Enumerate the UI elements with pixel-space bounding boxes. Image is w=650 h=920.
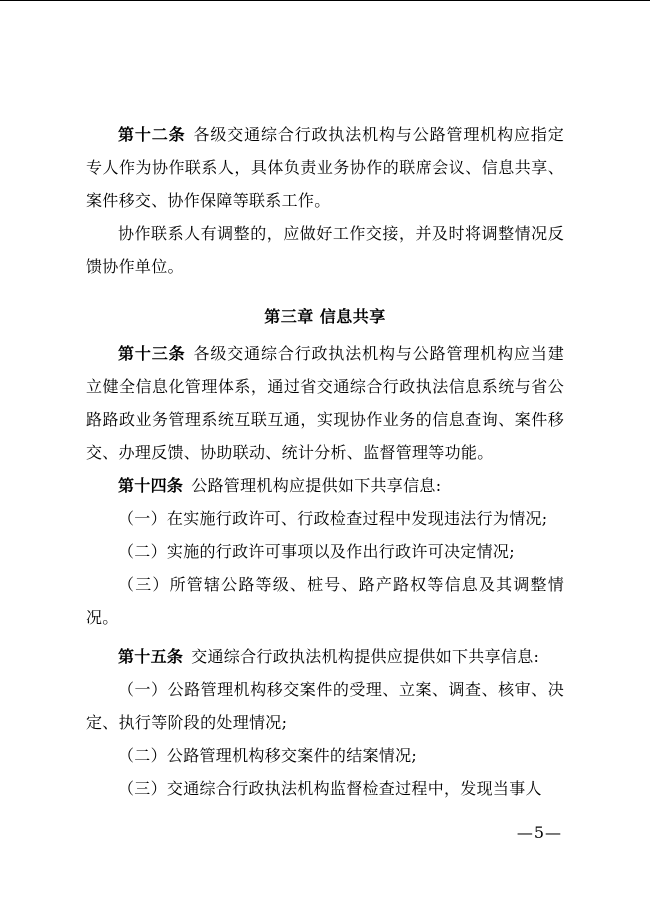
article-15 [86, 640, 564, 673]
article-12-paragraph-2: 协作联系人有调整的，应做好工作交接，并及时将调整情况反馈协作单位。 [86, 224, 564, 276]
article-14-item: （二）实施的行政许可事项以及作出行政许可决定情况; [118, 542, 515, 561]
article-15-item: （一）公路管理机构移交案件的受理、立案、调查、核审、决定、执行等阶段的处理情况; [86, 680, 564, 732]
article-14-text: 公路管理机构应提供如下共享信息: [191, 476, 442, 495]
article-12-text: 各级交通综合行政执法机构与公路管理机构应指定专人作为协作联系人，具体负责业务协作的联席会议、信息共享、案件移交、协作保障等联系工作。 [86, 125, 565, 210]
article-13 [86, 337, 564, 469]
chapter-heading: 第三章 信息共享 [264, 307, 386, 326]
article-13-text: 各级交通综合行政执法机构与公路管理机构应当建立健全信息化管理体系，通过省交通综合行政执法信息系统与省公路路政业务管理系统互联互通，实现协作业务的信息查询、案件移交、办理反馈、协助联动、统计分析、监督管理等功能。 [86, 344, 565, 462]
article-14-item: （一）在实施行政许可、行政检查过程中发现违法行为情况; [118, 509, 548, 528]
article-15-item: （二）公路管理机构移交案件的结案情况; [118, 746, 418, 765]
page-number: —5— [516, 823, 562, 842]
article-12 [86, 118, 564, 217]
article-13-title: 第十三条 [118, 344, 186, 363]
article-15-text: 交通综合行政执法机构提供应提供如下共享信息: [191, 647, 540, 666]
article-15-title: 第十五条 [118, 647, 184, 666]
document-body [86, 118, 564, 805]
article-15-item: （三）交通综合行政执法机构监督检查过程中，发现当事人 [118, 779, 542, 798]
article-14-title: 第十四条 [118, 476, 184, 495]
article-12-title: 第十二条 [118, 125, 186, 144]
article-14 [86, 469, 564, 502]
top-rule [0, 0, 650, 1]
article-14-item: （三）所管辖公路等级、桩号、路产路权等信息及其调整情况。 [86, 575, 564, 627]
